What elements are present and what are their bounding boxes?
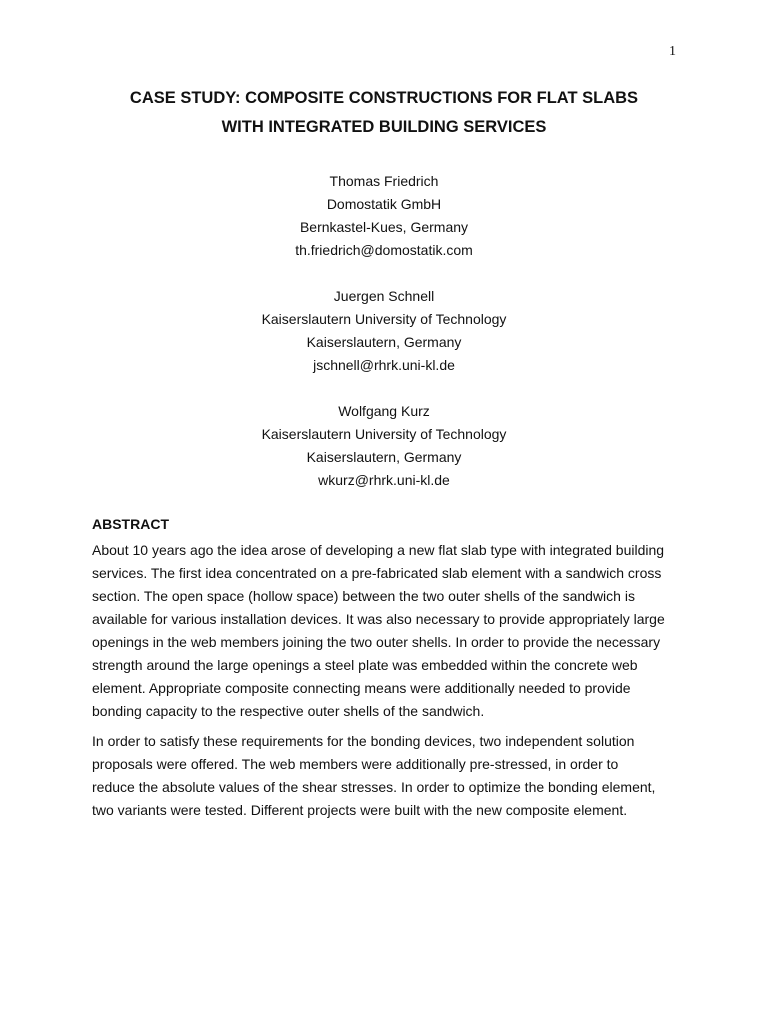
author-block-1 [0, 170, 768, 262]
title-line-1: CASE STUDY: COMPOSITE CONSTRUCTIONS FOR FLAT SLABS [129, 89, 639, 107]
author-name: Juergen Schnell [333, 288, 435, 304]
title-line-2: WITH INTEGRATED BUILDING SERVICES [221, 118, 547, 136]
author-location: Kaiserslautern, Germany [306, 334, 462, 350]
author-location: Kaiserslautern, Germany [306, 449, 462, 465]
abstract-line: openings in the web members joining the two outer shells. In order to provide the necessary [92, 634, 661, 650]
paper-title [60, 84, 708, 142]
author-affiliation: Kaiserslautern University of Technology [261, 311, 507, 327]
abstract-line: services. The first idea concentrated on a pre-fabricated slab element with a sandwich cross [92, 565, 662, 581]
abstract-line: About 10 years ago the idea arose of developing a new flat slab type with integrated building [92, 542, 665, 558]
abstract-line: available for various installation devices. It was also necessary to provide appropriately large [92, 611, 665, 627]
abstract-line: proposals were offered. The web members were additionally pre-stressed, in order to [92, 756, 619, 772]
author-name: Thomas Friedrich [329, 173, 439, 189]
author-name: Wolfgang Kurz [338, 403, 430, 419]
abstract-line: two variants were tested. Different projects were built with the new composite element. [92, 802, 628, 818]
author-email: wkurz@rhrk.uni-kl.de [318, 472, 450, 488]
abstract-paragraph-2 [92, 730, 692, 822]
abstract-body [92, 539, 692, 822]
abstract-line: strength around the large openings a steel plate was embedded within the concrete web [92, 657, 638, 673]
abstract-line: element. Appropriate composite connecting means were additionally needed to provide [92, 680, 631, 696]
abstract-line: reduce the absolute values of the shear stresses. In order to optimize the bonding element, [92, 779, 656, 795]
abstract-line: section. The open space (hollow space) between the two outer shells of the sandwich is [92, 588, 635, 604]
author-affiliation: Kaiserslautern University of Technology [261, 426, 507, 442]
author-email: th.friedrich@domostatik.com [295, 242, 473, 258]
author-block-3 [0, 400, 768, 492]
author-email: jschnell@rhrk.uni-kl.de [313, 357, 455, 373]
abstract-line: bonding capacity to the respective outer shells of the sandwich. [92, 703, 485, 719]
abstract-paragraph-1 [92, 539, 692, 723]
author-location: Bernkastel-Kues, Germany [299, 219, 469, 235]
page-number: 1 [669, 44, 676, 59]
author-block-2 [0, 285, 768, 377]
author-affiliation: Domostatik GmbH [326, 196, 442, 212]
abstract-heading: ABSTRACT [92, 516, 169, 532]
abstract-line: In order to satisfy these requirements for the bonding devices, two independent solution [92, 733, 635, 749]
